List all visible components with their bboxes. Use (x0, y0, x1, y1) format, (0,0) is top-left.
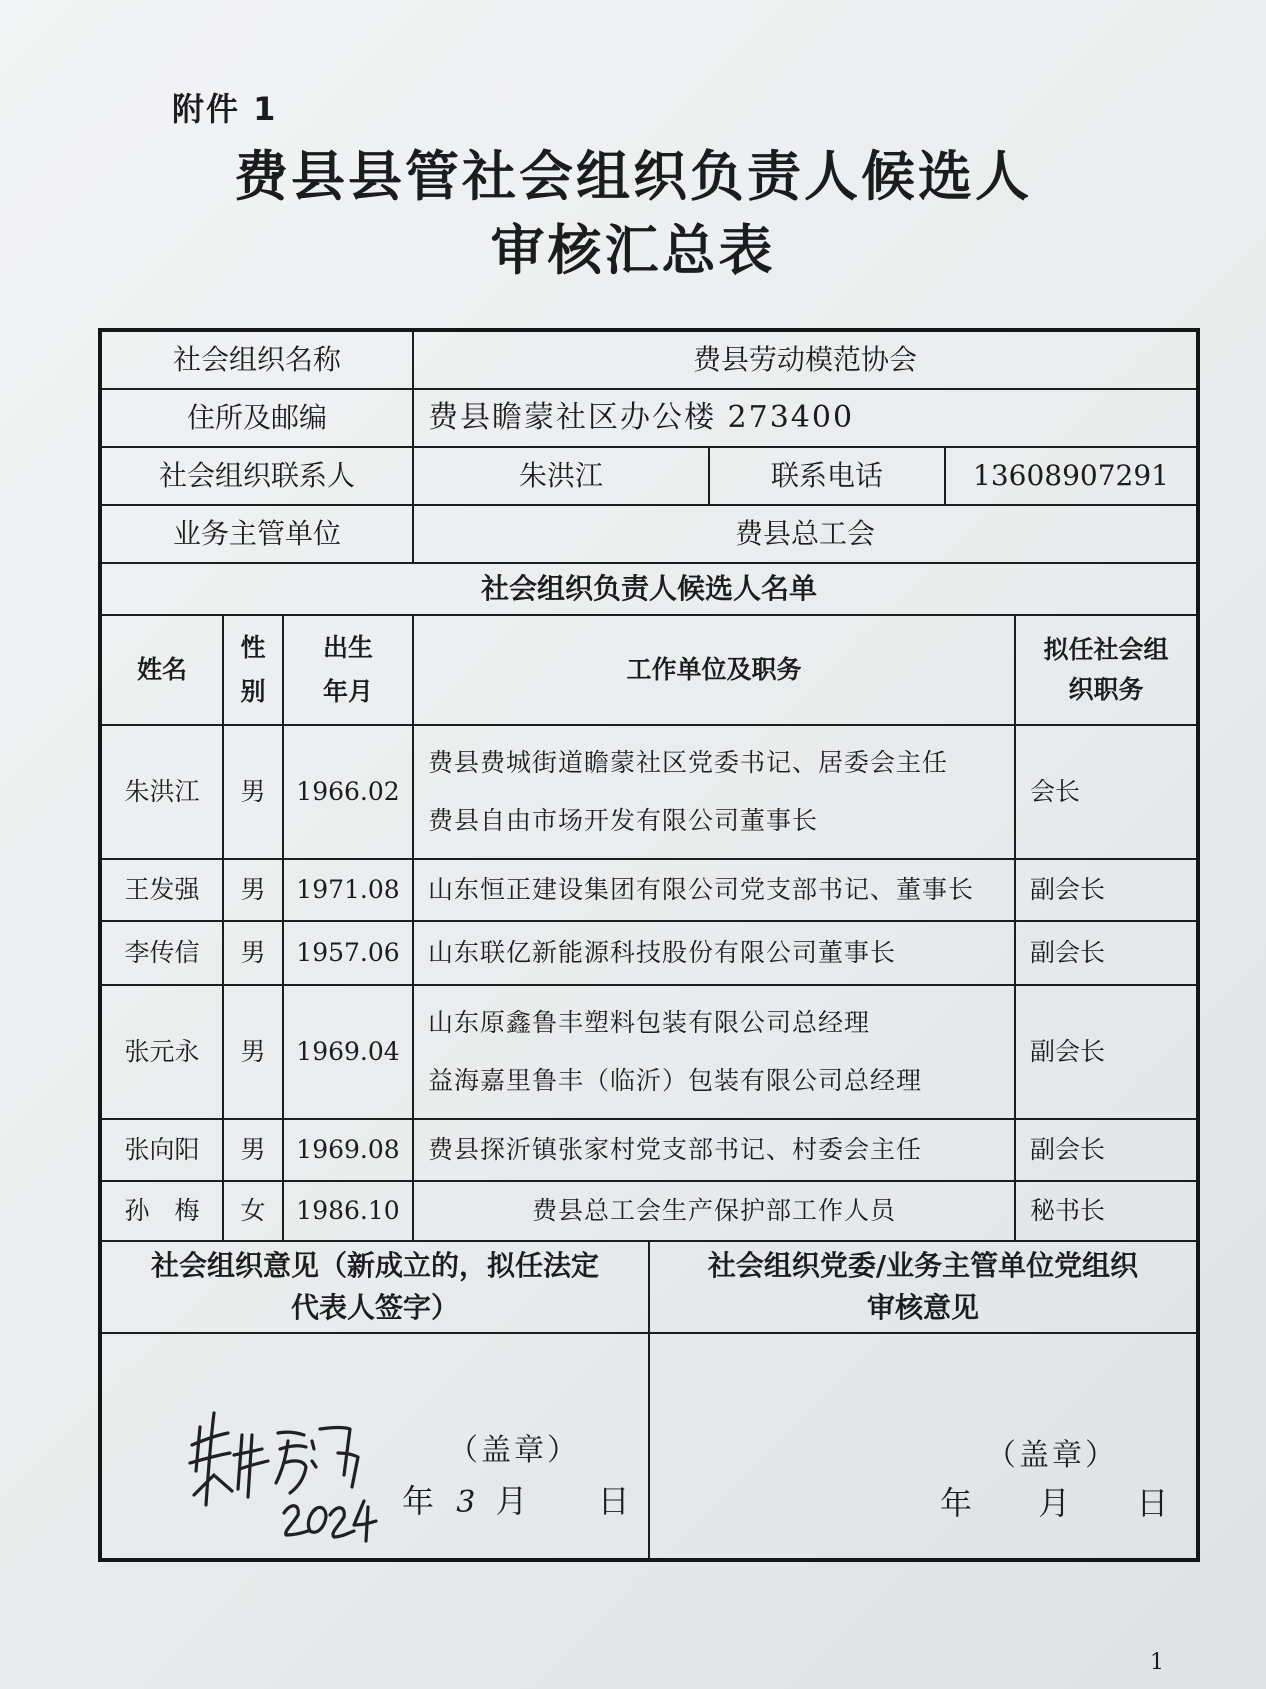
right-seal-label: （盖章） (986, 1438, 1118, 1473)
col-header-role: 拟任社会组 织职务 (1043, 635, 1169, 704)
contact-label: 社会组织联系人 (158, 459, 355, 493)
candidate-name: 张向阳 (124, 1135, 200, 1165)
address-value: 费县瞻蒙社区办公楼 273400 (428, 399, 855, 435)
handwritten-signature (188, 1405, 398, 1545)
phone-value: 13608907291 (973, 459, 1169, 493)
form-title-line2: 审核汇总表 (490, 218, 776, 282)
left-date (402, 1476, 630, 1522)
day-char: 日 (597, 1482, 630, 1520)
candidate-role: 副会长 (1030, 1037, 1106, 1067)
candidate-gender: 男 (240, 875, 266, 905)
contact-value: 朱洪江 (518, 459, 603, 493)
candidate-name: 孙 梅 (124, 1196, 200, 1226)
party-opinion-title: 社会组织党委/业务主管单位党组织 审核意见 (707, 1249, 1139, 1324)
right-date (940, 1478, 1168, 1524)
candidate-gender: 男 (240, 1135, 266, 1165)
candidate-birth: 1966.02 (296, 777, 400, 807)
col-header-work: 工作单位及职务 (626, 655, 802, 685)
candidate-birth: 1986.10 (296, 1196, 400, 1226)
candidate-birth: 1969.04 (296, 1037, 400, 1067)
phone-label: 联系电话 (770, 459, 883, 493)
candidate-role: 副会长 (1030, 938, 1106, 968)
month-char: 月 (1038, 1484, 1071, 1522)
candidate-work: 费县总工会生产保护部工作人员 (531, 1196, 896, 1226)
candidate-work: 山东原鑫鲁丰塑料包装有限公司总经理 益海嘉里鲁丰（临沂）包装有限公司总经理 (428, 1008, 923, 1095)
year-char: 年 (402, 1482, 435, 1520)
page-number: 1 (1150, 1650, 1164, 1675)
col-header-name: 姓名 (136, 655, 187, 685)
year-char: 年 (940, 1484, 973, 1522)
col-header-birth: 出生 年月 (322, 633, 373, 706)
candidate-name: 王发强 (124, 875, 200, 905)
candidate-role: 秘书长 (1030, 1196, 1106, 1226)
left-seal-label: （盖章） (448, 1433, 580, 1468)
candidate-name: 李传信 (124, 938, 200, 968)
candidate-role: 副会长 (1030, 1135, 1106, 1165)
candidate-gender: 男 (240, 1037, 266, 1067)
supervisor-value: 费县总工会 (734, 517, 875, 551)
review-table (98, 328, 1200, 1562)
candidate-work: 费县探沂镇张家村党支部书记、村委会主任 (428, 1135, 923, 1165)
candidate-birth: 1969.08 (296, 1135, 400, 1165)
candidate-name: 朱洪江 (124, 777, 200, 807)
candidate-gender: 男 (240, 938, 266, 968)
candidate-gender: 男 (240, 777, 266, 807)
candidate-birth: 1957.06 (296, 938, 400, 968)
attachment-label: 附件 1 (172, 90, 278, 128)
candidate-list-title: 社会组织负责人候选人名单 (480, 572, 817, 606)
candidate-role: 副会长 (1030, 875, 1106, 905)
month-value-handwritten: 3 (456, 1485, 476, 1520)
day-char: 日 (1136, 1484, 1169, 1522)
month-char: 月 (495, 1482, 528, 1520)
org-name-label: 社会组织名称 (172, 343, 341, 377)
candidate-role: 会长 (1030, 777, 1081, 807)
supervisor-label: 业务主管单位 (172, 517, 341, 551)
form-title-line1: 费县县管社会组织负责人候选人 (234, 144, 1032, 208)
candidate-work: 费县费城街道瞻蒙社区党委书记、居委会主任 费县自由市场开发有限公司董事长 (428, 748, 949, 835)
address-label: 住所及邮编 (186, 401, 327, 435)
org-opinion-title: 社会组织意见（新成立的，拟任法定 代表人签字） (150, 1249, 599, 1324)
col-header-gender: 性 别 (240, 633, 266, 706)
candidate-name: 张元永 (124, 1037, 200, 1067)
org-name-value: 费县劳动模范协会 (692, 343, 917, 377)
candidate-work: 山东恒正建设集团有限公司党支部书记、董事长 (428, 875, 975, 905)
candidate-work: 山东联亿新能源科技股份有限公司董事长 (428, 938, 897, 968)
candidate-birth: 1971.08 (296, 875, 400, 905)
candidate-gender: 女 (240, 1196, 266, 1226)
